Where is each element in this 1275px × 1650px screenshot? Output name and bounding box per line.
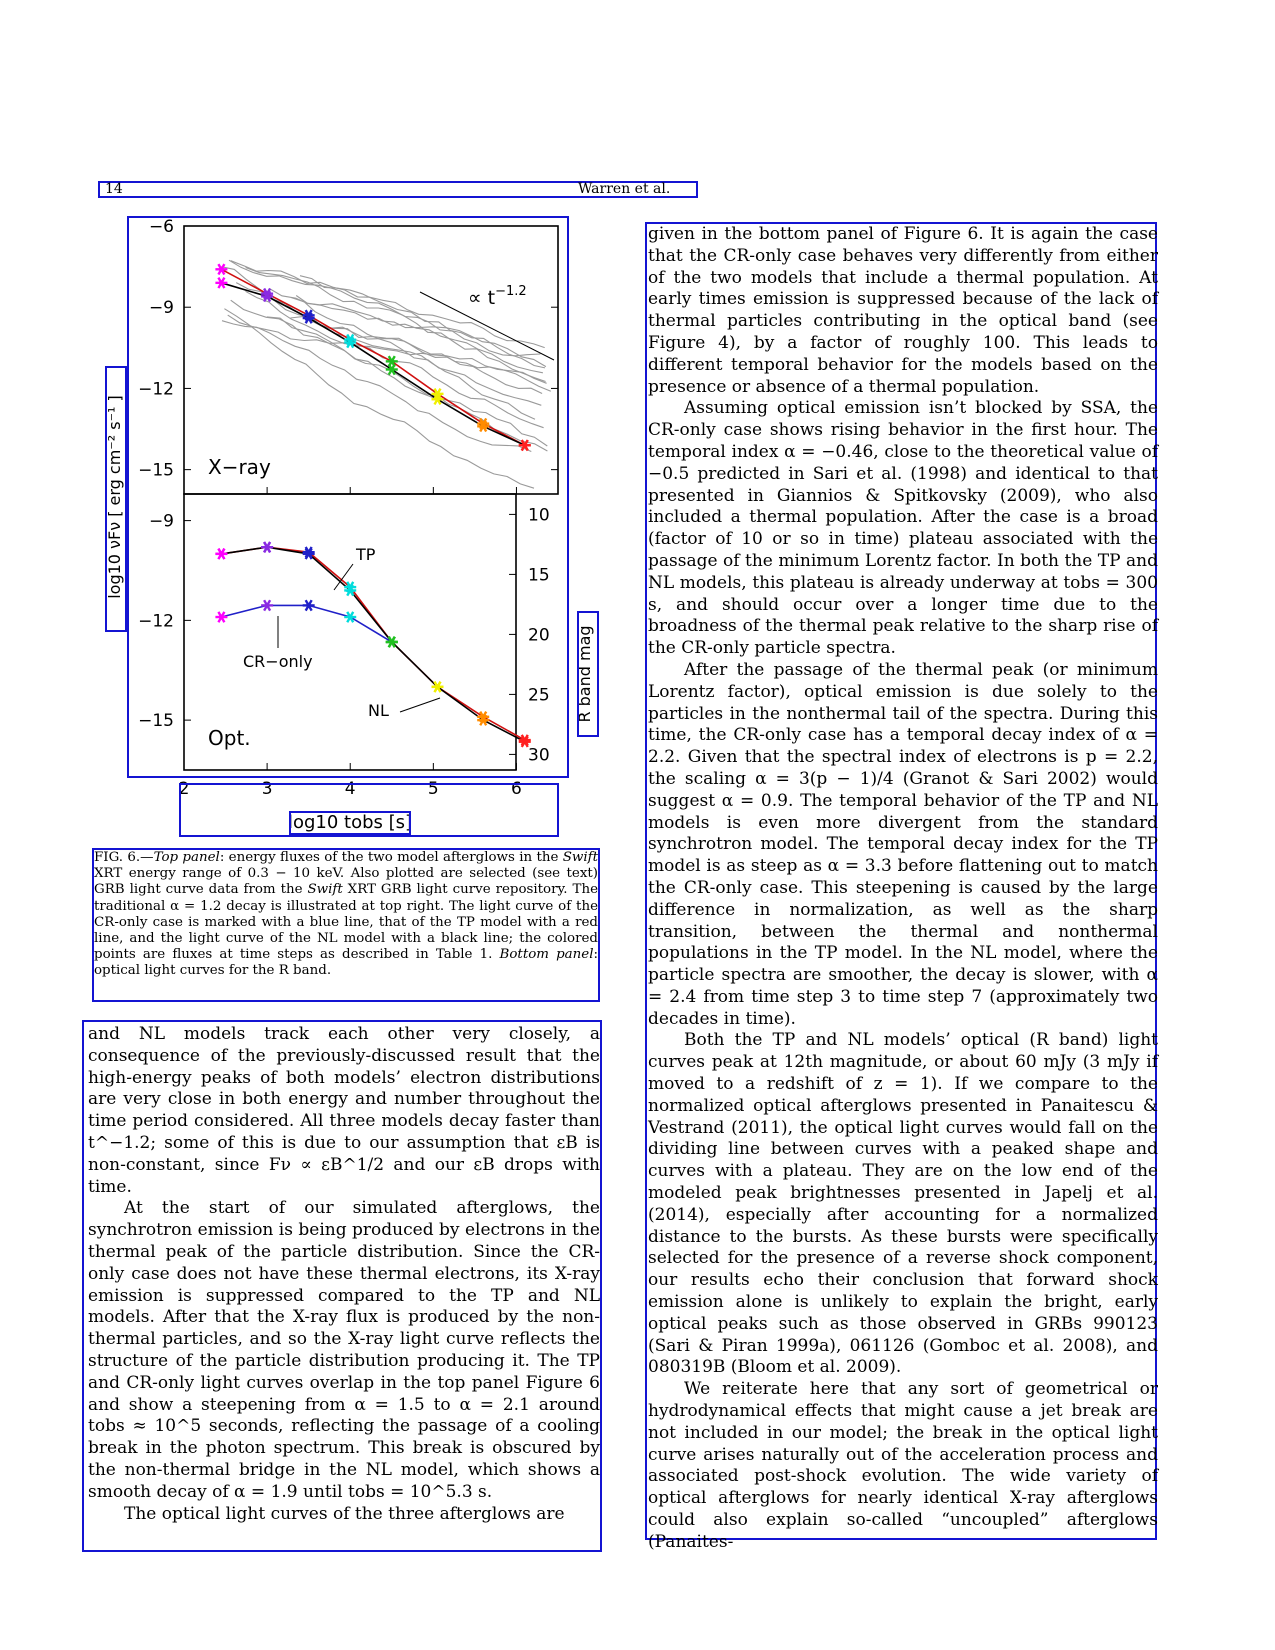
right-text-column <box>648 224 1158 1554</box>
grb-curve <box>270 289 543 373</box>
data-point <box>215 264 227 274</box>
x-tick-label: 5 <box>427 779 439 799</box>
figure-caption: FIG. 6.—Top panel: energy fluxes of the two model afterglows in the Swift XRT energy range of 0.3 − 10 keV. Also plotted are selected (see text) GRB light curve data from the Swift XRT GRB light curve repository. The traditional α = 1.2 decay is illustrated at top right. The light curve of the CR-only case is marked with a blue line, that of the TP model with a red line, and the light curve of the NL model with a black line; the colored points are fluxes at time steps as described in Table 1. Bottom panel: optical light curves for the R band. <box>94 850 598 979</box>
xray-label: X−ray <box>208 455 271 479</box>
nl-label: NL <box>368 701 389 720</box>
y2-tick-label: 20 <box>528 625 550 646</box>
figure-6-plot <box>88 212 608 842</box>
y-tick-label: −12 <box>138 379 174 400</box>
x-tick-label: 3 <box>261 779 273 799</box>
paragraph: At the start of our simulated afterglows, the synchrotron emission is being produced by electrons in the thermal peak of the particle distribution. Since the CR-only case does not have these thermal electrons, its X-ray emission is suppressed compared to the TP and NL models. After that the X-ray flux is produced by the non-thermal particles, and so the X-ray light curve reflects the structure of the particle distribution producing it. The TP and CR-only light curves overlap in the top panel Figure 6 and show a steepening from α = 1.5 to α = 2.1 around tobs ≈ 10^5 seconds, reflecting the passage of a cooling break in the photon spectrum. This break is obscured by the non-thermal bridge in the NL model, which shows a smooth decay of α = 1.9 until tobs = 10^5.3 s. <box>88 1198 600 1502</box>
paragraph: Both the TP and NL models’ optical (R band) light curves peak at 12th magnitude, or about 60 mJy (3 mJy if moved to a redshift of z = 1). If we compare to the normalized optical afterglows presented in Panaitescu & Vestrand (2011), the optical light curves would fall on the dividing line between curves with a peaked shape and curves with a plateau. They are on the low end of the modeled peak brightnesses presented in Japelj et al. (2014), especially after accounting for a normalized distance to the bursts. As these bursts were specifically selected for the presence of a reverse shock component, our results echo their conclusion that forward shock emission alone is unlikely to explain the bright, early optical peaks such as those observed in GRBs 990123 (Sari & Piran 1999a), 061126 (Gomboc et al. 2008), and 080319B (Bloom et al. 2009). <box>648 1030 1158 1378</box>
x-tick-label: 6 <box>511 779 522 799</box>
y-axis-label: log10 νFν [ erg cm⁻² s⁻¹ ] <box>105 395 124 599</box>
y2-tick-label: 15 <box>528 565 550 586</box>
y2-tick-label: 25 <box>528 685 550 706</box>
running-authors: Warren et al. <box>578 181 671 197</box>
paragraph: Assuming optical emission isn’t blocked by SSA, the CR-only case shows rising behavior in the first hour. The temporal index α = −0.46, close to the theoretical value of −0.5 predicted in Sari et al. (1998) and identical to that presented in Giannios & Spitkovsky (2009), who also included a thermal population. After the case is a broad (factor of 10 or so in time) plateau associated with the passage of the minimum Lorentz factor. In both the TP and NL models, this plateau is already underway at tobs = 300 s, and should occur over a longer time due to the broadness of the thermal peak relative to the sharp rise of the CR-only particle spectra. <box>648 398 1158 659</box>
caption-bottom-label: Bottom panel <box>499 947 594 963</box>
y2-tick-label: 10 <box>528 505 550 526</box>
page-number: 14 <box>105 181 123 197</box>
tp-label: TP <box>356 545 376 564</box>
y-tick-label: −9 <box>148 298 174 319</box>
data-point <box>344 612 356 622</box>
paragraph: After the passage of the thermal peak (or minimum Lorentz factor), optical emission is due solely to the particles in the nonthermal tail of the spectra. During this time, the CR-only case has a temporal decay index of α = 2.2. Given that the spectral index of electrons is p = 2.2, the scaling α = 3(p − 1)/4 (Granot & Sari 2002) would suggest α = 0.9. The temporal behavior of the TP and NL models is even more divergent from the standard synchrotron model. The temporal decay index for the TP model is as steep as α = 3.3 before flattening out to match the CR-only case. This steepening is caused by the large difference in normalization, as well as the sharp transition, between the thermal and nonthermal populations in the TP model. In the NL model, where the particle spectra are smoother, the decay is slower, with α = 2.4 from time step 3 to time step 7 (approximately two decades in time). <box>648 659 1158 1029</box>
y2-tick-label: 30 <box>528 745 550 766</box>
cronly-label: CR−only <box>243 652 313 671</box>
data-point <box>215 612 227 622</box>
y-tick-label: −6 <box>148 217 174 237</box>
x-tick-label: 2 <box>178 779 190 799</box>
y2-axis-label: R band mag <box>575 625 594 723</box>
paragraph: given in the bottom panel of Figure 6. It is again the case that the CR-only case behaves very differently from either of the two models that include a thermal population. At early times emission is suppressed because of the lack of thermal particles contributing in the optical band (see Figure 4), by a factor of roughly 100. This leads to different temporal behavior for the models based on the presence or absence of a thermal population. <box>648 224 1158 397</box>
grb-curve <box>228 315 547 383</box>
paragraph: The optical light curves of the three afterglows are <box>124 1503 565 1524</box>
grb-curve <box>236 283 542 394</box>
data-point <box>261 600 273 610</box>
y-tick-label: −9 <box>148 511 174 532</box>
x-axis-label: log10 tobs [s] <box>287 812 413 833</box>
y-tick-label: −15 <box>138 711 174 732</box>
data-point <box>261 542 273 552</box>
grb-curve <box>231 261 545 348</box>
left-text-column <box>88 1024 600 1525</box>
paragraph: and NL models track each other very closely, a consequence of the previously-discussed result that the high-energy peaks of both models’ electron distributions are very close in both energy and number throughout the time period considered. All three models decay faster than t^−1.2; some of this is due to our assumption that εB is non-constant, since Fν ∝ εB^1/2 and our εB drops with time. <box>88 1024 600 1197</box>
x-tick-label: 4 <box>344 779 356 799</box>
data-point <box>303 600 315 610</box>
grb-curve <box>224 309 534 489</box>
figure-6 <box>88 212 608 842</box>
data-point <box>215 549 227 559</box>
running-header <box>98 181 698 198</box>
y-tick-label: −15 <box>138 460 174 481</box>
caption-top-label: Top panel <box>153 850 220 865</box>
caption-fig-label: FIG. 6.— <box>94 850 154 865</box>
opt-label: Opt. <box>208 726 251 750</box>
data-point <box>215 278 227 288</box>
paragraph: We reiterate here that any sort of geometrical or hydrodynamical effects that might cause a jet break are not included in our model; the break in the optical light curve arises naturally out of the acceleration process and associated post-shock evolution. The wide variety of optical afterglows for nearly identical X-ray afterglows could also explain so-called “uncoupled” afterglows (Panaites- <box>648 1379 1158 1552</box>
powerlaw-label: ∝ $t^{-1.2}$ <box>468 284 527 309</box>
y-tick-label: −12 <box>138 611 174 632</box>
